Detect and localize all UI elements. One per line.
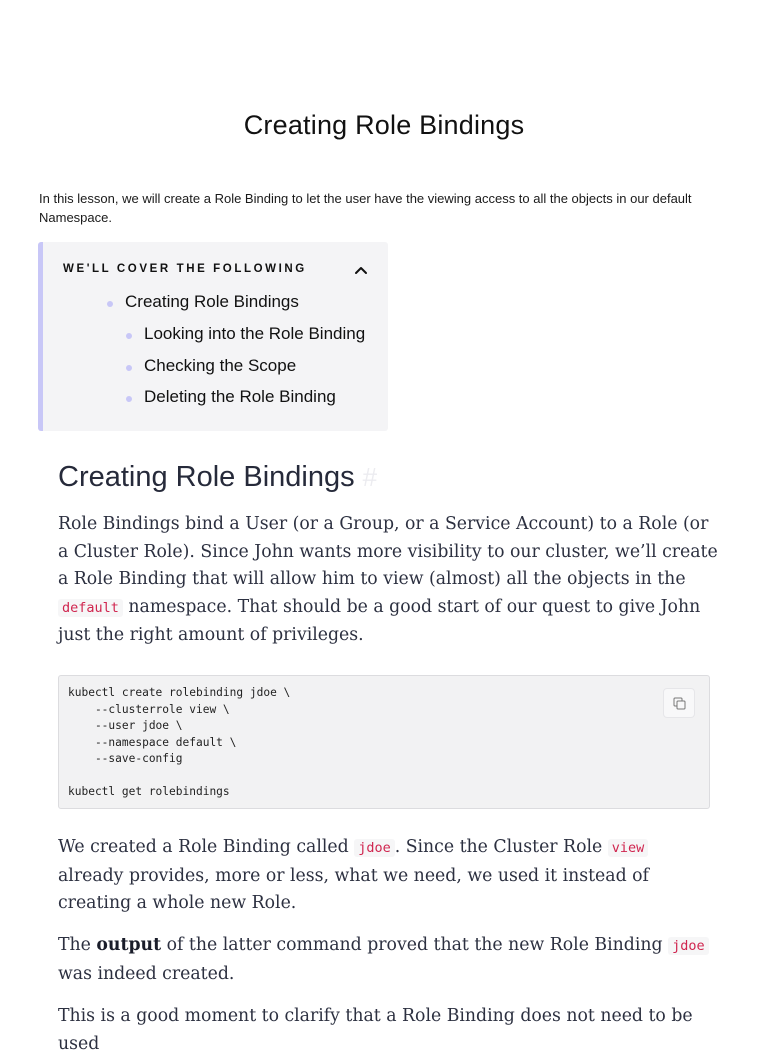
toc-item-label[interactable]: Creating Role Bindings [125,292,299,311]
code-block [58,675,710,809]
toc-item-label[interactable]: Checking the Scope [144,356,297,375]
heading-anchor-link[interactable]: # [362,462,378,492]
lesson-title: Creating Role Bindings [243,110,525,140]
toc-item-label[interactable]: Looking into the Role Binding [144,324,366,343]
toc-item[interactable] [144,356,296,376]
copy-button[interactable] [663,688,695,718]
paragraph-text: . Since the Cluster Role [394,837,608,857]
paragraph-text: was indeed created. [58,963,235,984]
paragraph-text: already provides, more or less, what we need, we used it instead of creating a whole new Role. [58,865,649,913]
code-content[interactable]: kubectl create rolebinding jdoe \ --clusterrole view \ --user jdoe \ --namespace default \ --save-config kubectl get rolebindings [68,686,291,798]
toc-item-label[interactable]: Deleting the Role Binding [144,387,336,406]
bullet-icon [126,365,132,371]
bullet-icon [126,333,132,339]
toc-item[interactable] [125,292,299,312]
bullet-icon [107,301,113,307]
inline-code: jdoe [354,839,395,857]
toc-item[interactable] [144,387,336,407]
section-heading [58,461,377,494]
paragraph-role-bindings [58,511,718,650]
paragraph-text: of the latter command proved that the new Role Binding [161,935,669,955]
lesson-intro: In this lesson, we will create a Role Binding to let the user have the viewing access to all the objects in our default Namespace. [39,191,692,225]
bold-text: output [96,935,162,955]
inline-code: view [608,839,649,857]
section-heading-text: Creating Role Bindings [58,461,355,493]
toc-heading: WE'LL COVER THE FOLLOWING [63,263,307,275]
bullet-icon [126,396,132,402]
inline-code: jdoe [668,937,709,955]
toc-panel [38,242,388,431]
copy-icon [673,697,686,710]
paragraph-text: namespace. That should be a good start of our quest to give John just the right amount of privileges. [58,596,701,645]
paragraph-text: We created a Role Binding called [58,837,355,857]
chevron-up-icon[interactable] [352,262,370,276]
paragraph-text: Role Bindings bind a User (or a Group, or a Service Account) to a Role (or a Cluster Role). Since John wants more visibility to our cluster, we’ll create a Role Binding that will allow him to view (almost) all the objects in the [58,514,718,589]
paragraph-output [58,932,718,988]
inline-code: default [58,599,123,617]
paragraph-clarify: This is a good moment to clarify that a Role Binding does not need to be used [58,1006,693,1054]
toc-item[interactable] [144,324,365,344]
paragraph-text: The [58,935,97,955]
paragraph-jdoe-created [58,834,718,918]
